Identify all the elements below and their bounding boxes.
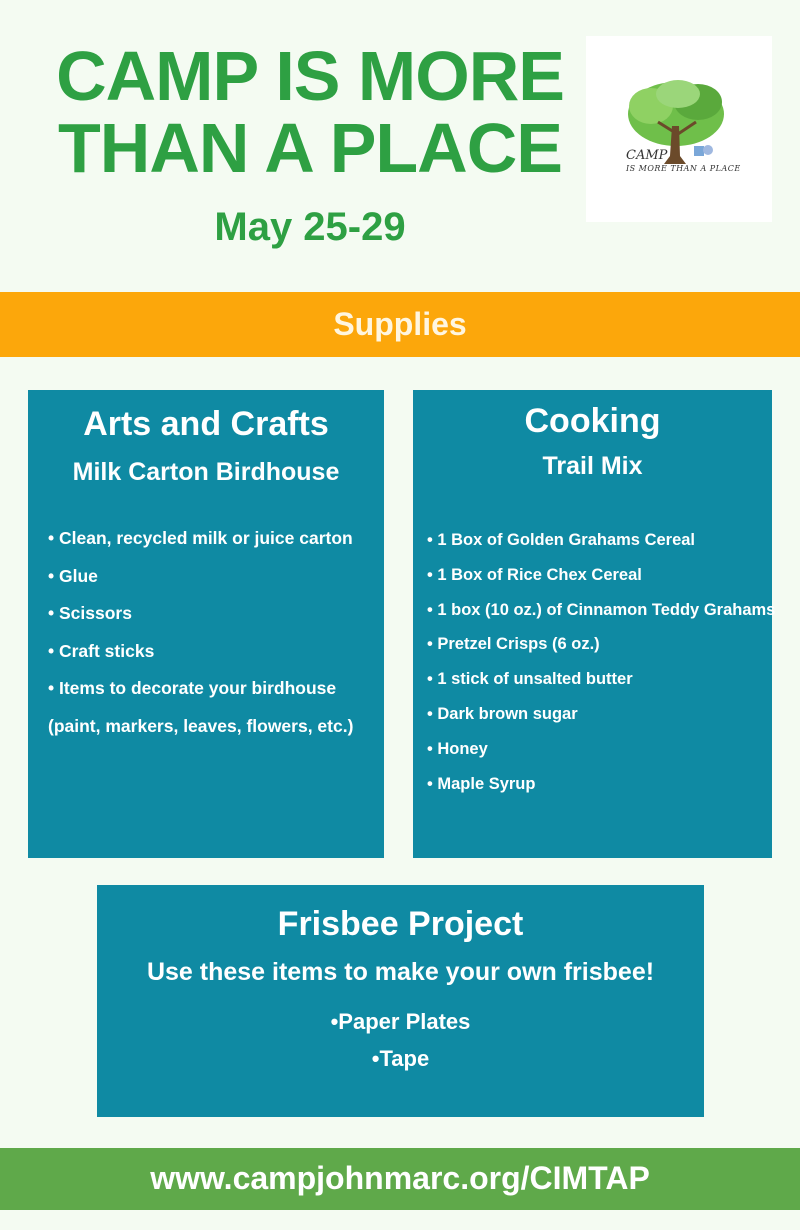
footer-banner xyxy=(0,1148,800,1210)
frisbee-supply-list xyxy=(97,1003,704,1077)
arts-title: Arts and Crafts xyxy=(83,405,329,443)
list-item: • Craft sticks xyxy=(48,640,155,661)
logo-text-camp: CAMP xyxy=(626,148,668,163)
list-item: • 1 box (10 oz.) of Cinnamon Teddy Grahams xyxy=(427,600,776,619)
list-item: • Dark brown sugar xyxy=(427,704,578,723)
list-item: •Paper Plates xyxy=(330,1009,471,1034)
cooking-title: Cooking xyxy=(524,402,661,440)
list-item: • 1 Box of Rice Chex Cereal xyxy=(427,565,642,584)
frisbee-subtitle: Use these items to make your own frisbee! xyxy=(146,958,655,986)
footer-url: www.campjohnmarc.org/CIMTAP xyxy=(150,1160,650,1196)
list-item: • Honey xyxy=(427,739,488,758)
frisbee-title: Frisbee Project xyxy=(277,905,524,943)
list-item: • Scissors xyxy=(48,603,132,623)
event-dates: May 25-29 xyxy=(214,205,406,249)
frisbee-card xyxy=(97,885,704,1117)
list-item: (paint, markers, leaves, flowers, etc.) xyxy=(48,715,354,736)
list-item: • Glue xyxy=(48,565,98,586)
cooking-supply-list xyxy=(427,523,776,801)
tree-logo-icon xyxy=(586,36,772,222)
arts-crafts-card xyxy=(28,390,384,858)
cooking-card xyxy=(413,390,776,858)
title-line-1: CAMP IS MORE xyxy=(56,37,564,115)
list-item: • 1 stick of unsalted butter xyxy=(427,670,633,689)
supplies-banner xyxy=(0,292,800,357)
arts-supply-list xyxy=(48,520,378,745)
supplies-label: Supplies xyxy=(333,306,467,342)
list-item: •Tape xyxy=(371,1046,430,1071)
cooking-subtitle: Trail Mix xyxy=(542,452,643,480)
logo-text-tagline: IS MORE THAN A PLACE xyxy=(626,164,741,173)
list-item: • Clean, recycled milk or juice carton xyxy=(48,528,353,548)
arts-subtitle: Milk Carton Birdhouse xyxy=(72,458,340,486)
list-item: • 1 Box of Golden Grahams Cereal xyxy=(427,531,696,549)
title-line-2: THAN A PLACE xyxy=(58,109,562,187)
page-title xyxy=(40,37,580,187)
list-item: • Pretzel Crisps (6 oz.) xyxy=(427,635,600,654)
camp-logo xyxy=(586,36,772,222)
list-item: • Items to decorate your birdhouse xyxy=(48,678,337,698)
list-item: • Maple Syrup xyxy=(427,774,536,793)
